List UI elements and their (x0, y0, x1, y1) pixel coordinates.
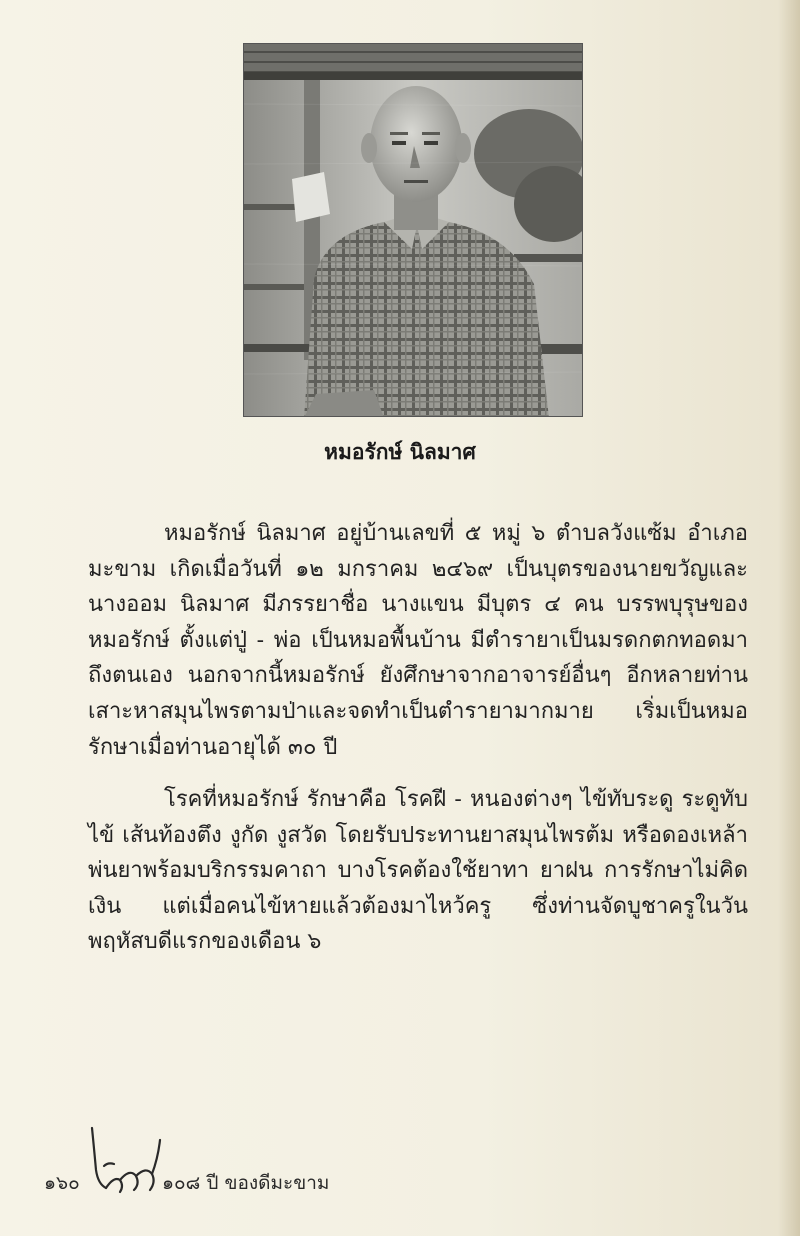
page-edge-shadow (778, 0, 800, 1236)
body-paragraph-1: หมอรักษ์ นิลมาศ อยู่บ้านเลขที่ ๕ หมู่ ๖ ตำบลวังแซ้ม อำเภอมะขาม เกิดเมื่อวันที่ ๑๒ มกราคม ๒๔๖๙ เป็นบุตรของนายขวัญและนางออม นิลมาศ มีภรรยาชื่อ นางแขน มีบุตร ๔ คน บรรพบุรุษของหมอรักษ์ ตั้งแต่ปู่ - พ่อ เป็นหมอพื้นบ้าน มีตำรายาเป็นมรดกตกทอดมาถึงตนเอง นอกจากนี้หมอรักษ์ ยังศึกษาจากอาจารย์อื่นๆ อีกหลายท่าน เสาะหาสมุนไพรตามป่าและจดทำเป็นตำรายามากมาย เริ่มเป็นหมอรักษาเมื่อท่านอายุได้ ๓๐ ปี (88, 521, 748, 760)
hand-drawn-logo-icon (84, 1118, 168, 1202)
page-number: ๑๖๐ (44, 1172, 80, 1194)
body-paragraph-2: โรคที่หมอรักษ์ รักษาคือ โรคฝี - หนองต่างๆ ไข้ทับระดู ระดูทับไข้ เส้นท้องตึง งูกัด งูสวัด โดยรับประทานยาสมุนไพรต้ม หรือดองเหล้า พ่นยาพร้อมบริกรรมคาถา บางโรคต้องใช้ยาทา ยาฝน การรักษาไม่คิดเงิน แต่เมื่อคนไข้หายแล้วต้องมาไหว้ครู ซึ่งท่านจัดบูชาครูในวันพฤหัสบดีแรกของเดือน ๖ (88, 787, 748, 955)
portrait-photo-illustration (244, 44, 583, 417)
portrait-photo (243, 43, 583, 417)
footer-book-title: ๑๐๘ ปี ของดีมะขาม (162, 1172, 330, 1194)
photo-caption: หมอรักษ์ นิลมาศ (324, 440, 476, 464)
